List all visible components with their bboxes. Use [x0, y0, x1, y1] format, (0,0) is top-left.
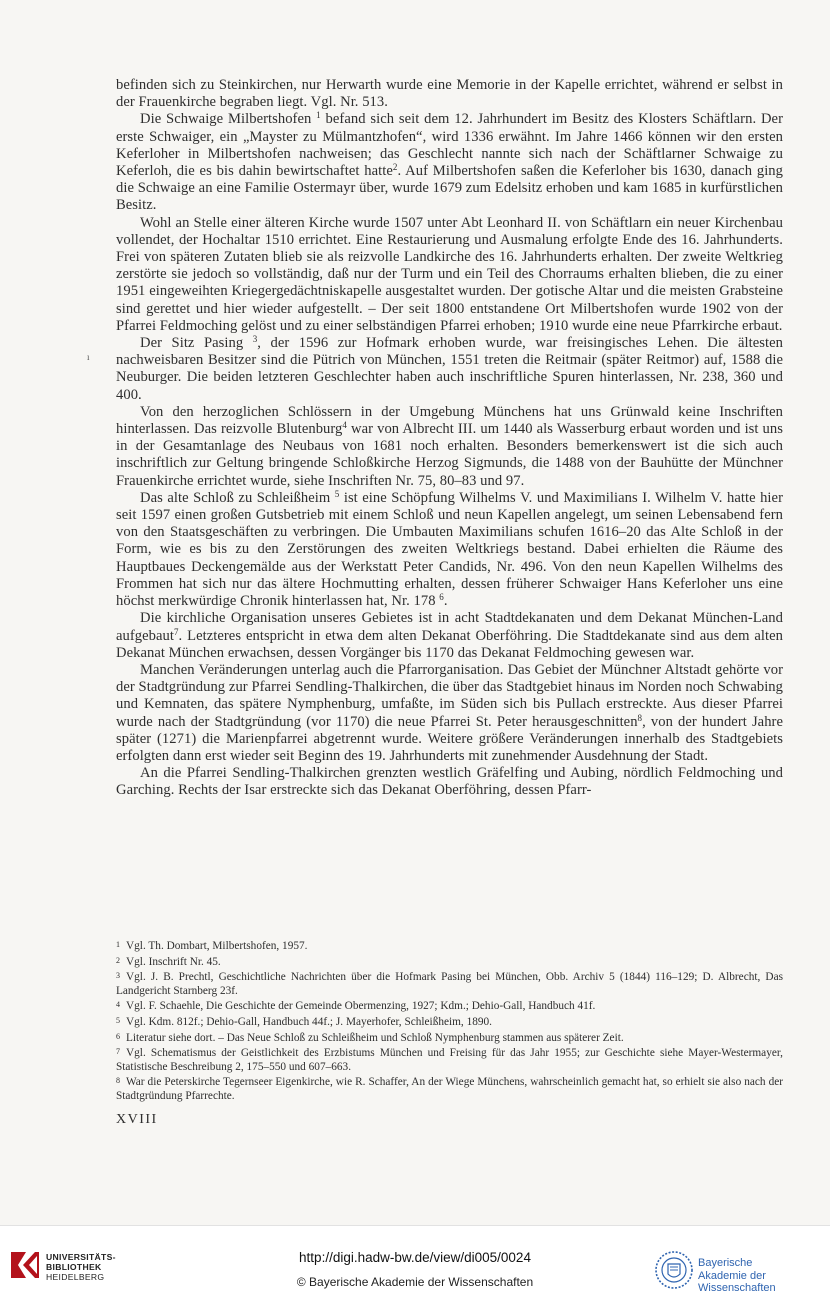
- footnote-text: Vgl. J. B. Prechtl, Geschichtliche Nachrichten über die Hofmark Pasing bei München, Obb. Archiv 5 (1844) 116–129; D. Albrecht, Das Landgericht Starnberg 23f.: [116, 971, 783, 997]
- copyright-text: © Bayerische Akademie der Wissenschaften: [296, 1275, 534, 1289]
- paragraph: [116, 111, 783, 214]
- footnote-text: Literatur siehe dort. – Das Neue Schloß zu Schleißheim und Schloß Nymphenburg stammen aus späterer Zeit.: [126, 1031, 624, 1044]
- paragraph: [116, 335, 783, 404]
- footnote-ref: 1: [316, 110, 321, 121]
- paragraph-text: Das alte Schloß zu Schleißheim: [140, 489, 335, 506]
- paragraph: [116, 490, 783, 610]
- paragraph-text: Die Schwaige Milbertshofen: [140, 111, 317, 128]
- heidelberg-library-logo-icon: [8, 1248, 42, 1282]
- paragraph: [116, 404, 783, 490]
- academy-name: Bayerische Akademie der Wissenschaften: [698, 1257, 776, 1294]
- permalink-url[interactable]: http://digi.hadw-bw.de/view/di005/0024: [299, 1250, 531, 1265]
- footnote-ref: 6: [439, 592, 444, 603]
- footnote-number: 2: [116, 955, 120, 965]
- footnote-text: Vgl. Schematismus der Geistlichkeit des Erzbistums München und Freising für das Jahr 1955; zur Geschichte siehe Mayer-Westermayer, Statistische Beschreibung 2, 175–550 und 607–663.: [116, 1047, 783, 1073]
- footnote-text: War die Peterskirche Tegernseer Eigenkirche, wie R. Schaffer, An der Wiege Münchens, wahrscheinlich gemacht hat, so erhielt sie also nach der Stadtgründung Pfarrechte.: [116, 1076, 783, 1102]
- footnote-number: 6: [116, 1031, 120, 1041]
- academy-seal-icon: [654, 1250, 694, 1290]
- paragraph-text: war von Albrecht III. um 1440 als Wasserburg erbaut worden und ist uns in der Gesamtanlage des Neubaus von 1681 noch erhalten. Besonders bemerkenswert ist die sich auch inschriftlich zur Geltung bringende Schloßkirche Herzog Sigmunds, die 1488 von der Bauhütte der Münchner Frauenkirche errichtet wurde, siehe Inschriften Nr. 75, 80–83 und 97.: [116, 421, 783, 489]
- paragraph: [116, 215, 783, 335]
- footnote-ref: 3: [252, 334, 258, 345]
- paragraph-text: . Letzteres entspricht in etwa dem alten Dekanat Oberföhring. Die Stadtdekanate sind aus dem alten Dekanat München erwachsen, dessen Vorgänger bis 1170 das Dekanat Feldmoching gewesen war.: [116, 627, 783, 661]
- library-name: UNIVERSITÄTS- BIBLIOTHEK HEIDELBERG: [46, 1252, 116, 1282]
- footnote-ref: 2: [392, 162, 398, 173]
- viewer-footer: [0, 1225, 830, 1300]
- footnote-text: Vgl. Th. Dombart, Milbertshofen, 1957.: [126, 940, 308, 952]
- paragraph-text: , der 1596 zur Hofmark erhoben wurde, war freisingisches Lehen. Die ältesten nachweisbaren Besitzer sind die Pütrich von München, 1551 treten die Reitmair (später Reitmor) auf, 1588 die Neuburger. Die beiden letzteren Geschlechter haben auch inschriftliche Spuren hinterlassen, Nr. 238, 360 und 400.: [116, 335, 784, 403]
- body-text: [116, 77, 783, 800]
- footnote: [116, 1074, 783, 1103]
- paragraph: [116, 662, 783, 765]
- footnote-number: 4: [116, 1000, 120, 1010]
- footnote-text: Vgl. F. Schaehle, Die Geschichte der Gemeinde Obermenzing, 1927; Kdm.; Dehio-Gall, Handbuch 41f.: [126, 1000, 596, 1013]
- paragraph-text: befinden sich zu Steinkirchen, nur Herwarth wurde eine Memorie in der Kapelle errichtet, während er selbst in der Frauenkirche begraben liegt. Vgl. Nr. 513.: [116, 77, 783, 111]
- paragraph-text: ist eine Schöpfung Wilhelms V. und Maximilians I. Wilhelm V. hatte hier seit 1597 einen großen Gutsbetrieb mit einem Schloß und neun Kapellen angelegt, um seinen Lebensabend fern von den Staatsgeschäften zu verbringen. Die Umbauten Maximilians schufen 1616–20 das Alte Schloß in der Form, wie es bis zu den Zerstörungen des zweiten Weltkriegs bestand. Dabei erhielten die Räume des Hauptbaues Deckengemälde aus der Werkstatt Peter Candids, Nr. 496. Von den neun Kapellen Wilhelms des Frommen hat sich nur das ältere Hochmutting erhalten, dessen früherer Schwaiger Hans Keferloher uns eine höchst merkwürdige Chronik hinterlassen hat, Nr. 178: [116, 489, 783, 610]
- footnote-ref: 4: [342, 420, 347, 431]
- footnote-text: Vgl. Kdm. 812f.; Dehio-Gall, Handbuch 44f.; J. Mayerhofer, Schleißheim, 1890.: [126, 1015, 492, 1028]
- footnote-text: Vgl. Inschrift Nr. 45.: [126, 955, 221, 968]
- footnote-number: 5: [116, 1015, 120, 1025]
- paragraph: [116, 765, 783, 799]
- footnote-ref: 8: [637, 712, 643, 723]
- footnote-ref: 5: [334, 488, 340, 499]
- paragraph: [116, 610, 783, 662]
- margin-mark: ı: [87, 352, 90, 362]
- paragraph: [116, 77, 783, 111]
- footnote: [116, 1045, 783, 1074]
- paragraph-text: .: [443, 593, 448, 610]
- footnote: [116, 1030, 783, 1046]
- footnote: [116, 998, 783, 1014]
- paragraph-text: Von den herzoglichen Schlössern in der Umgebung Münchens hat uns Grünwald keine Inschriften hinterlassen. Das reizvolle Blutenburg: [116, 403, 783, 438]
- footnote-number: 1: [116, 940, 120, 949]
- paragraph-text: Manchen Veränderungen unterlag auch die Pfarrorganisation. Das Gebiet der Münchner Altstadt gehörte vor der Stadtgründung zur Pfarrei Sendling-Thalkirchen, die über das Stadtgebiet hinaus im Norden noch Schwabing und Kemnaten, das spätere Nymphenburg, umfaßte, im Süden sich bis Pullach erstreckte. Aus dieser Pfarrei wurde nach der Stadtgründung (vor 1170) die neue Pfarrei St. Peter herausgeschnitten: [116, 661, 783, 730]
- paragraph-text: , von der hundert Jahre später (1271) die Marienpfarrei abgetrennt wurde. Weitere größere Veränderungen innerhalb des Stadtgebiets erfolgten dann erst wieder seit Beginn des 19. Jahrhunderts mit zunehmender Ausdehnung der Stadt.: [116, 713, 783, 764]
- footnotes: [116, 938, 783, 1104]
- footnote: [116, 969, 783, 998]
- paragraph-text: befand sich seit dem 12. Jahrhundert im Besitz des Klosters Schäftlarn. Der erste Schwaiger, ein „Mayster zu Mülmantzhofen“, wird 1336 erwähnt. Im Jahre 1466 können wir den ersten Keferloher in Milbertshofen nachweisen; das Geschlecht nannte sich nach der Schäftlarner Schwaige zu Keferloh, die es bis dahin bewirtschaftet hatte: [116, 111, 783, 180]
- footnote-number: 7: [116, 1047, 120, 1057]
- paragraph-text: Wohl an Stelle einer älteren Kirche wurde 1507 unter Abt Leonhard II. von Schäftlarn ein neuer Kirchenbau vollendet, der Hochaltar 1510 errichtet. Eine Restaurierung und Ausmalung erfolgte Ende des 16. Jahrhunderts. Frei von späteren Zutaten blieb sie als reizvolle Landkirche des 16. Jahrhunderts erhalten. Der zweite Weltkrieg zerstörte sie jedoch so vollständig, daß nur der Turm und ein Teil des Chorraums erhalten blieben, die zu einer 1951 eingeweihten Kriegergedächtniskapelle ausgestaltet wurden. Der gotische Altar und die meisten Grabsteine sind gerettet und hier wieder aufgestellt. – Der seit 1800 entstandene Ort Milbertshofen wurde 1902 von der Pfarrei Feldmoching gelöst und zu einer selbständigen Pfarrei erhoben; 1910 wurde eine neue Pfarrkirche erbaut.: [116, 214, 783, 334]
- paragraph-text: An die Pfarrei Sendling-Thalkirchen grenzten westlich Gräfelfing und Aubing, nördlich Feldmoching und Garching. Rechts der Isar erstreckte sich das Dekanat Oberföhring, dessen Pfarr-: [116, 765, 783, 799]
- page-number: XVIII: [116, 1112, 158, 1127]
- footnote: [116, 954, 783, 970]
- paragraph-text: Die kirchliche Organisation unseres Gebietes ist in acht Stadtdekanaten und dem Dekanat München-Land aufgebaut: [116, 610, 783, 644]
- footnote: [116, 938, 783, 954]
- paragraph-text: Der Sitz Pasing: [140, 335, 253, 352]
- footnote-number: 8: [116, 1076, 120, 1086]
- footnote-number: 3: [116, 971, 120, 981]
- footnote: [116, 1014, 783, 1030]
- paragraph-text: . Auf Milbertshofen saßen die Keferloher bis 1630, danach ging die Schwaige an eine Familie Ostermayr über, wurde 1679 zum Edelsitz erhoben und kam 1685 in kurfürstlichen Besitz.: [116, 163, 784, 214]
- footnote-ref: 7: [173, 626, 179, 637]
